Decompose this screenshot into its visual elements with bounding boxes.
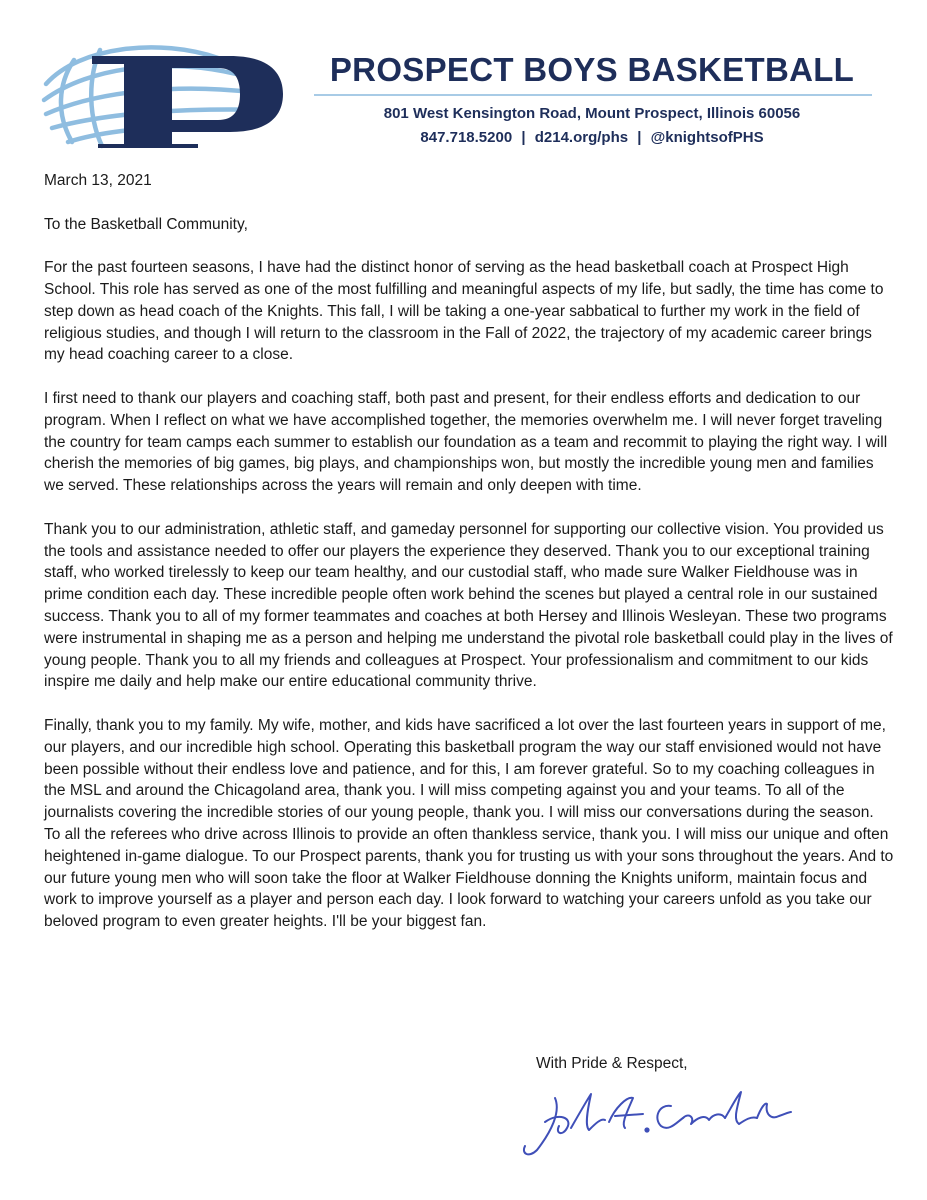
header-rule	[314, 94, 872, 96]
letter-body	[44, 170, 894, 955]
handwritten-signature	[515, 1078, 795, 1162]
phone-number: 847.718.5200	[420, 129, 513, 146]
school-address: 801 West Kensington Road, Mount Prospect, Illinois 60056	[383, 105, 801, 122]
website-link[interactable]: d214.org/phs	[534, 129, 629, 146]
letter-closing: With Pride & Respect,	[536, 1055, 688, 1072]
separator: |	[521, 129, 526, 146]
prospect-logo	[40, 38, 285, 150]
letter-paragraph: I first need to thank our players and coaching staff, both past and present, for their endless efforts and dedication to our program. When I reflect on what we have accomplished together, the memories overwhelm me. I will never forget traveling the country for team camps each summer to establish our foundation as a team and recommit to playing the right way. I will cherish the memories of big games, big plays, and championships won, but mostly the incredible young men and families we served. These relationships across the years will remain and only deepen with time.	[44, 389, 888, 495]
letter-paragraph: Thank you to our administration, athletic staff, and gameday personnel for supporting our collective vision. You provided us the tools and assistance needed to offer our players the experience they deserved. Thank you to our exceptional training staff, who worked tirelessly to keep our team healthy, and our custodial staff, who made sure Walker Fieldhouse was in prime condition each day. These incredible people often work behind the scenes but played a central role in our sustained success. Thank you to all of my former teammates and coaches at both Hersey and Illinois Wesleyan. These two programs were instrumental in shaping me as a person and helping me understand the pivotal role basketball could play in the lives of young people. Thank you to all my friends and colleagues at Prospect. Your professionalism and commitment to our kids inspire me daily and help make our entire educational community thrive.	[44, 520, 893, 691]
social-handle[interactable]: @knightsofPHS	[650, 129, 764, 146]
letter-salutation: To the Basketball Community,	[44, 215, 248, 233]
letter-date: March 13, 2021	[44, 172, 152, 189]
team-title: PROSPECT BOYS BASKETBALL	[329, 51, 855, 88]
contact-line	[322, 128, 862, 148]
letter-paragraph: For the past fourteen seasons, I have had the distinct honor of serving as the head basketball coach at Prospect High School. This role has served as one of the most fulfilling and meaningful aspects of my life, but sadly, the time has come to step down as head coach of the Knights. This fall, I will be taking a one-year sabbatical to further my work in the field of religious studies, and though I will return to the classroom in the Fall of 2022, the trajectory of my academic career brings my head coaching career to a close.	[44, 259, 884, 364]
letter-paragraph: Finally, thank you to my family. My wife, mother, and kids have sacrificed a lot over the last fourteen years in support of me, our players, and our incredible high school. Operating this basketball program the way our staff envisioned would not have been possible without their endless love and patience, and for this, I am forever grateful. So to my coaching colleagues in the MSL and around the Chicagoland area, thank you. I will miss competing against you and your teams. To all of the journalists covering the incredible stories of our young people, thank you. I will miss our conversations during the season. To all the referees who drive across Illinois to provide an often thankless service, thank you. I will miss our unique and often heightened in-game dialogue. To our Prospect parents, thank you for trusting us with your sons throughout the years. And to our future young men who will soon take the floor at Walker Fieldhouse donning the Knights uniform, maintain focus and work to improve yourself as a player and person each day. I look forward to watching your careers unfold as you take our beloved program to even greater heights. I'll be your biggest fan.	[44, 716, 894, 931]
separator: |	[637, 129, 642, 146]
